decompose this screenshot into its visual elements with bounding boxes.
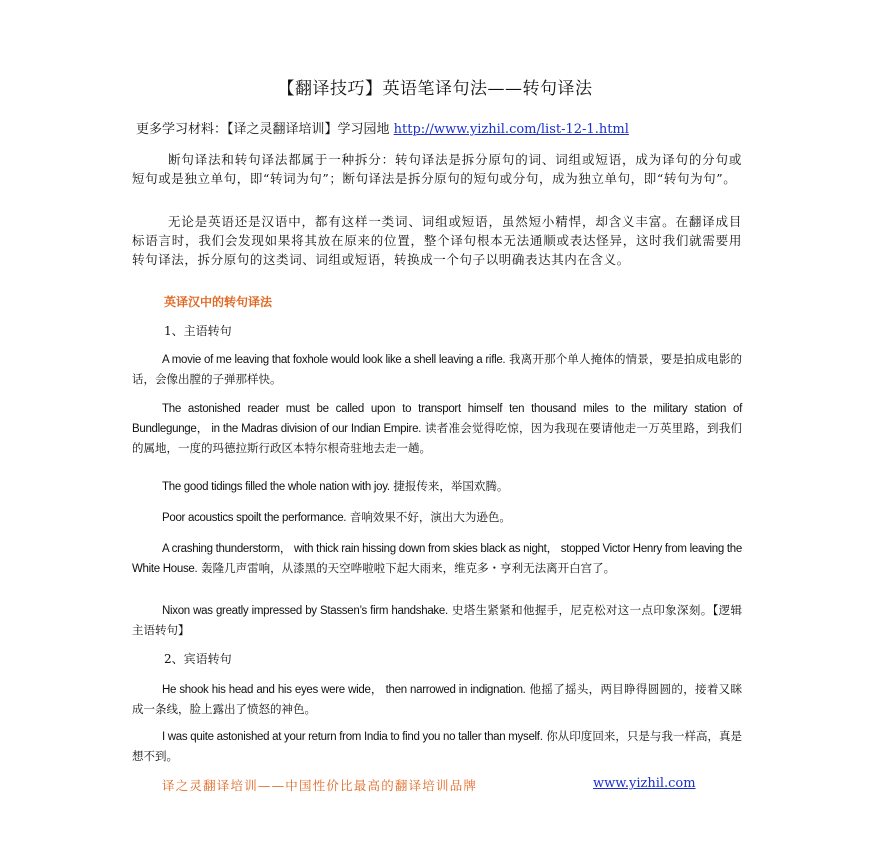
more-materials-line — [136, 118, 629, 137]
example-chinese: 他摇了摇头，两目睁得圆圆的，接着又眯成一条线，脸上露出了愤怒的神色。 — [132, 682, 742, 716]
document-title: 【翻译技巧】英语笔译句法——转句译法 — [277, 79, 593, 99]
example-1 — [132, 350, 742, 389]
more-materials-prefix: 更多学习材料：【译之灵翻译培训】学习园地 — [136, 122, 394, 137]
materials-link[interactable]: http://www.yizhil.com/list-12-1.html — [393, 122, 629, 137]
example-english: A movie of me leaving that foxhole would look like a shell leaving a rifle. — [162, 354, 506, 366]
example-english: Nixon was greatly impressed by Stassen’s firm handshake. — [162, 605, 448, 617]
footer-link[interactable]: www.yizhil.com — [593, 776, 696, 791]
subheading-object: 2、宾语转句 — [164, 652, 232, 666]
example-chinese: 我离开那个单人掩体的情景，要是拍成电影的话，会像出膛的子弹那样快。 — [132, 352, 743, 386]
example-english: I was quite astonished at your return from India to find you no taller than myself. — [162, 731, 543, 743]
section-heading: 英译汉中的转句译法 — [164, 295, 273, 309]
example-chinese: 音响效果不好，演出大为逊色。 — [349, 510, 511, 524]
intro-paragraph-1: 断句译法和转句译法都属于一种拆分：转句译法是拆分原句的词、词组或短语，成为译句的分句或短句或是独立单句，即“转词为句”；断句译法是拆分原句的短句或分句，成为独立单句，即“转句为句”。 — [132, 152, 742, 186]
example-chinese: 史塔生紧紧和他握手，尼克松对这一点印象深刻。【逻辑主语转句】 — [132, 603, 743, 637]
example-chinese: 你从印度回来，只是与我一样高，真是想不到。 — [132, 729, 742, 763]
example-8 — [132, 727, 742, 766]
example-chinese: 轰隆几声雷响，从漆黑的天空哗啦啦下起大雨来，维克多・亨利无法离开白宫了。 — [201, 561, 616, 575]
example-english: He shook his head and his eyes were wide， then narrowed in indignation. — [162, 684, 526, 696]
example-3 — [132, 477, 742, 497]
example-english: A crashing thunderstorm， with thick rain hissing down from skies black as night， stopped Victor Henry from leaving the White House. — [132, 543, 742, 575]
example-chinese: 读者准会觉得吃惊，因为我现在要请他走一万英里路，到我们的属地，一度的玛德拉斯行政区本特尔根奇驻地去走一趟。 — [132, 421, 743, 455]
example-english: The good tidings filled the whole nation with joy. — [162, 481, 390, 493]
subheading-subject: 1、主语转句 — [164, 324, 232, 338]
example-english: Poor acoustics spoilt the performance. — [162, 512, 347, 524]
intro-paragraph-2: 无论是英语还是汉语中，都有这样一类词、词组或短语，虽然短小精悍，却含义丰富。在翻译成目标语言时，我们会发现如果将其放在原来的位置，整个译句根本无法通顺或表达怪异，这时我们就需要用转句译法，拆分原句的这类词、词组或短语，转换成一个句子以明确表达其内在含义。 — [132, 214, 742, 267]
footer-slogan: 译之灵翻译培训——中国性价比最高的翻译培训品牌 — [162, 778, 478, 793]
example-chinese: 捷报传来，举国欢腾。 — [393, 479, 509, 493]
example-5 — [132, 539, 742, 579]
example-7 — [132, 680, 742, 719]
example-english: The astonished reader must be called upon to transport himself ten thousand miles to the military station of Bundlegunge， in the Madras division of our Indian Empire. — [132, 403, 742, 435]
example-6 — [132, 601, 742, 640]
example-4 — [132, 508, 742, 528]
example-2 — [132, 399, 742, 458]
